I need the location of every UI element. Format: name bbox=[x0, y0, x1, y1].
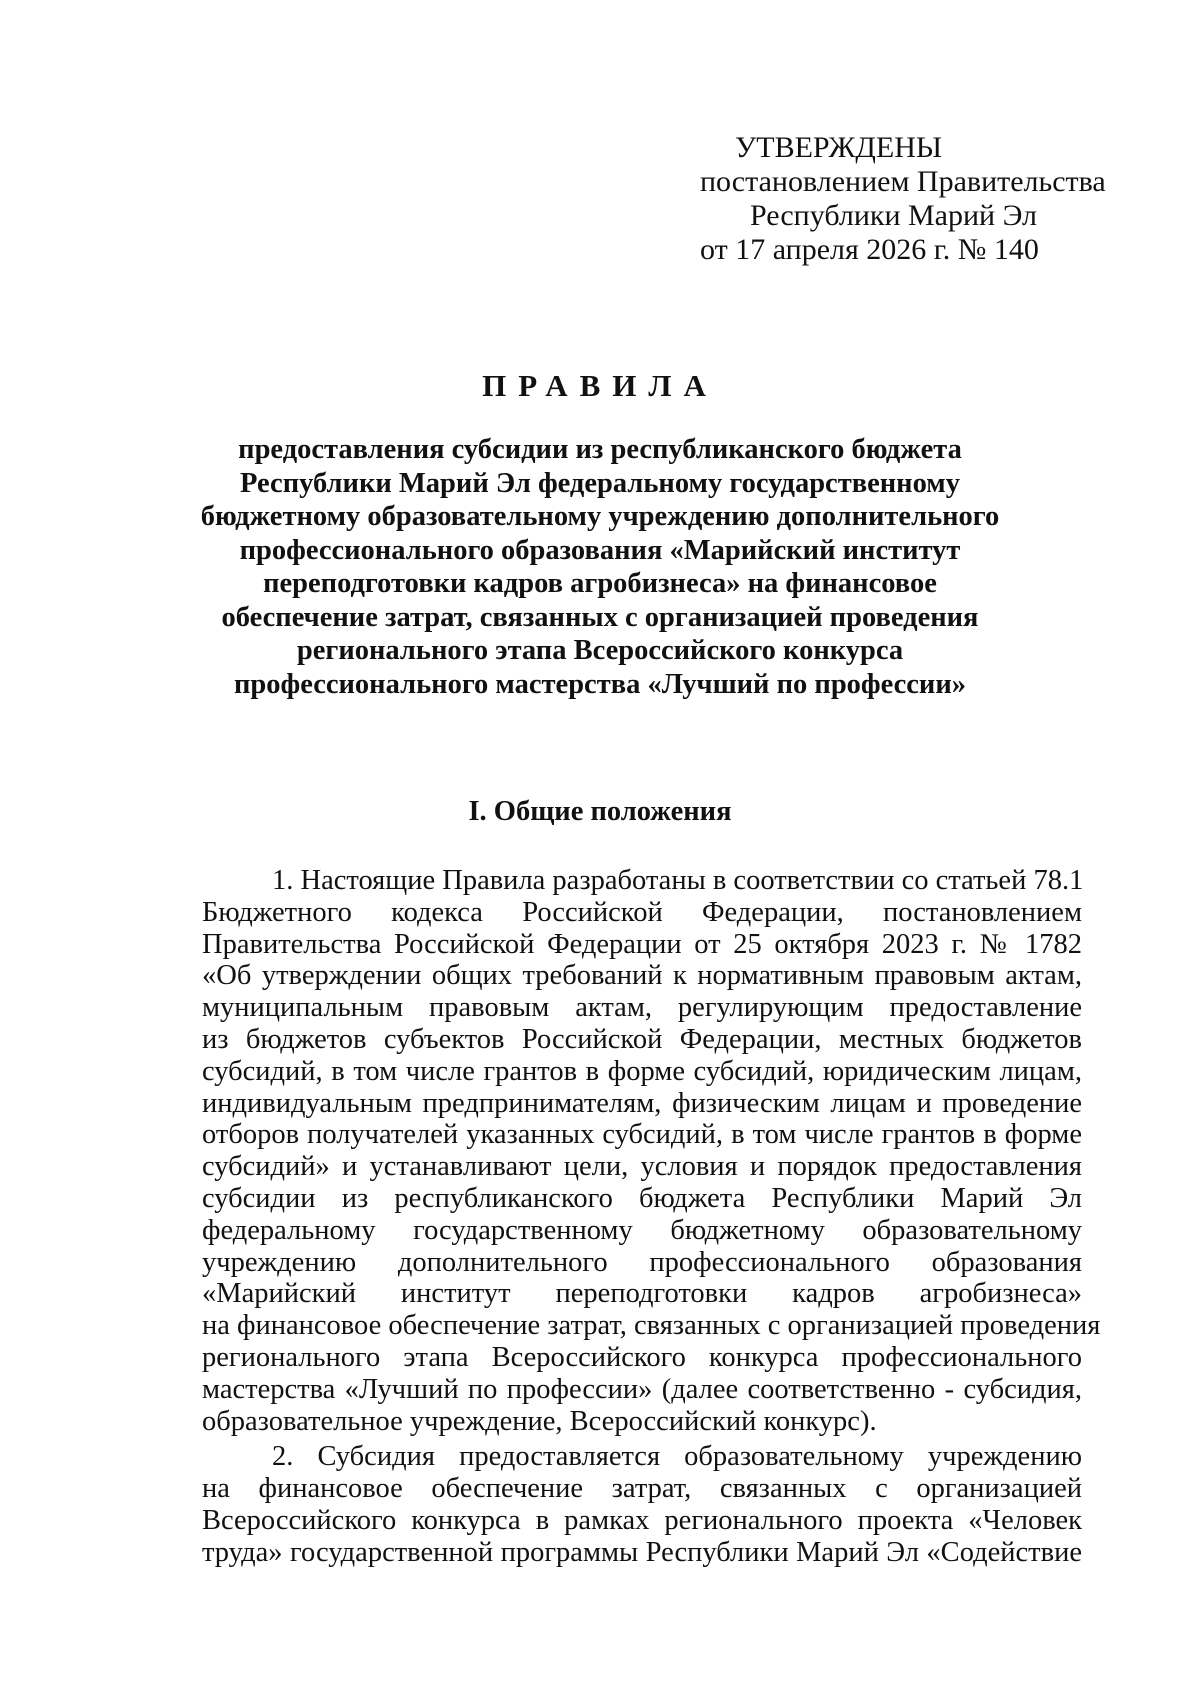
text-line: муниципальным правовым актам, регулирующим предоставление bbox=[202, 992, 1082, 1024]
text-line: Всероссийского конкурса в рамках регионального проекта «Человек bbox=[202, 1504, 1082, 1536]
subtitle-line: обеспечение затрат, связанных с организацией проведения bbox=[221, 601, 979, 633]
subtitle-line: бюджетному образовательному учреждению дополнительного bbox=[200, 501, 1000, 532]
text-line: 2. Субсидия предоставляется образовательному учреждению bbox=[272, 1441, 1082, 1473]
subtitle-line: регионального этапа Всероссийского конкурса bbox=[296, 635, 904, 666]
text-line: мастерства «Лучший по профессии» (далее соответственно - субсидия, bbox=[202, 1373, 1082, 1405]
paragraph-2 bbox=[202, 1441, 1082, 1568]
text-line: федеральному государственному бюджетному образовательному bbox=[202, 1214, 1082, 1246]
approval-line: постановлением Правительства bbox=[700, 165, 1106, 198]
subtitle-line: переподготовки кадров агробизнеса» на финансовое bbox=[263, 568, 937, 599]
text-line: на финансовое обеспечение затрат, связанных с организацией проведения bbox=[202, 1310, 1101, 1342]
text-line: Правительства Российской Федерации от 25 октября 2023 г. № 1782 bbox=[202, 928, 1082, 960]
text-line: индивидуальным предпринимателям, физическим лицам и проведение bbox=[202, 1087, 1082, 1119]
text-line: субсидии из республиканского бюджета Республики Марий Эл bbox=[202, 1182, 1082, 1214]
section-heading: I. Общие положения bbox=[468, 796, 732, 827]
approval-line: Республики Марий Эл bbox=[750, 199, 1037, 232]
text-line: регионального этапа Всероссийского конкурса профессионального bbox=[202, 1341, 1082, 1373]
text-line: труда» государственной программы Республики Марий Эл «Содействие bbox=[202, 1536, 1082, 1568]
text-line: на финансовое обеспечение затрат, связанных с организацией bbox=[202, 1473, 1082, 1505]
subtitle-line: профессионального образования «Марийский институт bbox=[239, 534, 961, 566]
text-line: из бюджетов субъектов Российской Федерации, местных бюджетов bbox=[202, 1023, 1082, 1055]
text-line: учреждению дополнительного профессионального образования bbox=[202, 1246, 1082, 1278]
document-title: ПРАВИЛА bbox=[482, 368, 718, 403]
text-line: Бюджетного кодекса Российской Федерации, постановлением bbox=[202, 896, 1082, 928]
section-body bbox=[202, 865, 1101, 1569]
subtitle-line: профессионального мастерства «Лучший по профессии» bbox=[233, 668, 967, 700]
text-line: «Марийский институт переподготовки кадров агробизнеса» bbox=[202, 1278, 1082, 1310]
approval-stamp bbox=[700, 131, 1106, 267]
subtitle-line: Республики Марий Эл федеральному государственному bbox=[240, 467, 960, 499]
text-line: «Об утверждении общих требований к нормативным правовым актам, bbox=[202, 960, 1082, 992]
text-line: отборов получателей указанных субсидий, в том числе грантов в форме bbox=[202, 1119, 1082, 1151]
approval-heading: УТВЕРЖДЕНЫ bbox=[735, 131, 943, 164]
text-line: образовательное учреждение, Всероссийский конкурс). bbox=[202, 1405, 877, 1437]
approval-date: от 17 апреля 2026 г. № 140 bbox=[700, 233, 1039, 266]
text-line: 1. Настоящие Правила разработаны в соответствии со статьей 78.1 bbox=[272, 865, 1084, 896]
subtitle-line: предоставления субсидии из республиканского бюджета bbox=[238, 434, 962, 465]
text-line: субсидий» и устанавливают цели, условия и порядок предоставления bbox=[202, 1151, 1082, 1183]
paragraph-1 bbox=[202, 865, 1101, 1437]
document-subtitle bbox=[200, 433, 1000, 701]
text-line: субсидий, в том числе грантов в форме субсидий, юридическим лицам, bbox=[202, 1055, 1082, 1087]
